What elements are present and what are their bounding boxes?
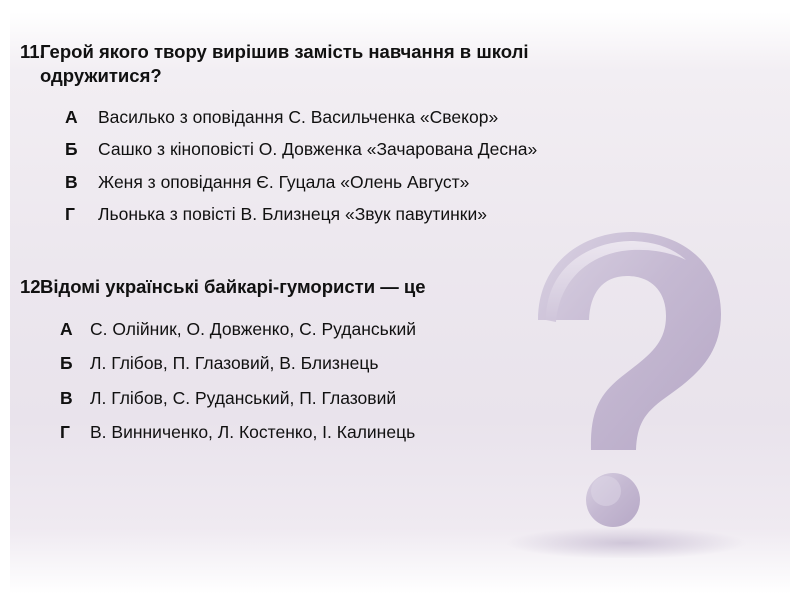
question-number: 11.: [20, 41, 45, 62]
option-letter: Б: [60, 353, 73, 374]
option-text: Женя з оповідання Є. Гуцала «Олень Август»: [98, 171, 470, 192]
answer-option[interactable]: [60, 347, 800, 381]
option-letter: В: [65, 171, 78, 192]
option-text: В. Винниченко, Л. Костенко, І. Калинець: [90, 421, 416, 442]
option-letter: Г: [60, 421, 70, 442]
question-heading: [0, 40, 800, 87]
option-letter: Б: [65, 139, 78, 160]
question-number: 12.: [20, 275, 46, 297]
option-letter: В: [60, 387, 73, 408]
answer-option[interactable]: [65, 166, 800, 198]
question-heading: [0, 275, 800, 299]
answer-option[interactable]: [65, 134, 800, 166]
option-text: Л. Глібов, П. Глазовий, В. Близнець: [90, 353, 379, 374]
option-text: Василько з оповідання С. Васильченка «Свекор»: [98, 106, 499, 127]
question-text: Герой якого твору вирішив замість навчання в школі одружитися?: [40, 41, 529, 86]
answer-option[interactable]: [60, 381, 800, 415]
option-letter: Г: [65, 203, 75, 224]
option-text: Сашко з кіноповісті О. Довженка «Зачарована Десна»: [98, 139, 538, 160]
answer-option[interactable]: [65, 101, 800, 133]
question-block-12: [0, 275, 800, 450]
answer-option[interactable]: [60, 312, 800, 346]
option-text: Льонька з повісті В. Близнеця «Звук павутинки»: [98, 203, 487, 224]
option-text: С. Олійник, О. Довженко, С. Руданський: [90, 318, 416, 339]
answer-option[interactable]: [65, 198, 800, 230]
answer-options-11: [0, 101, 800, 230]
option-text: Л. Глібов, С. Руданський, П. Глазовий: [90, 387, 397, 408]
question-text: Відомі українські байкарі-гумористи — це: [40, 275, 426, 297]
option-letter: А: [65, 106, 78, 127]
answer-options-12: [0, 312, 800, 449]
question-block-11: [0, 40, 800, 231]
answer-option[interactable]: [60, 415, 800, 449]
option-letter: А: [60, 318, 73, 339]
